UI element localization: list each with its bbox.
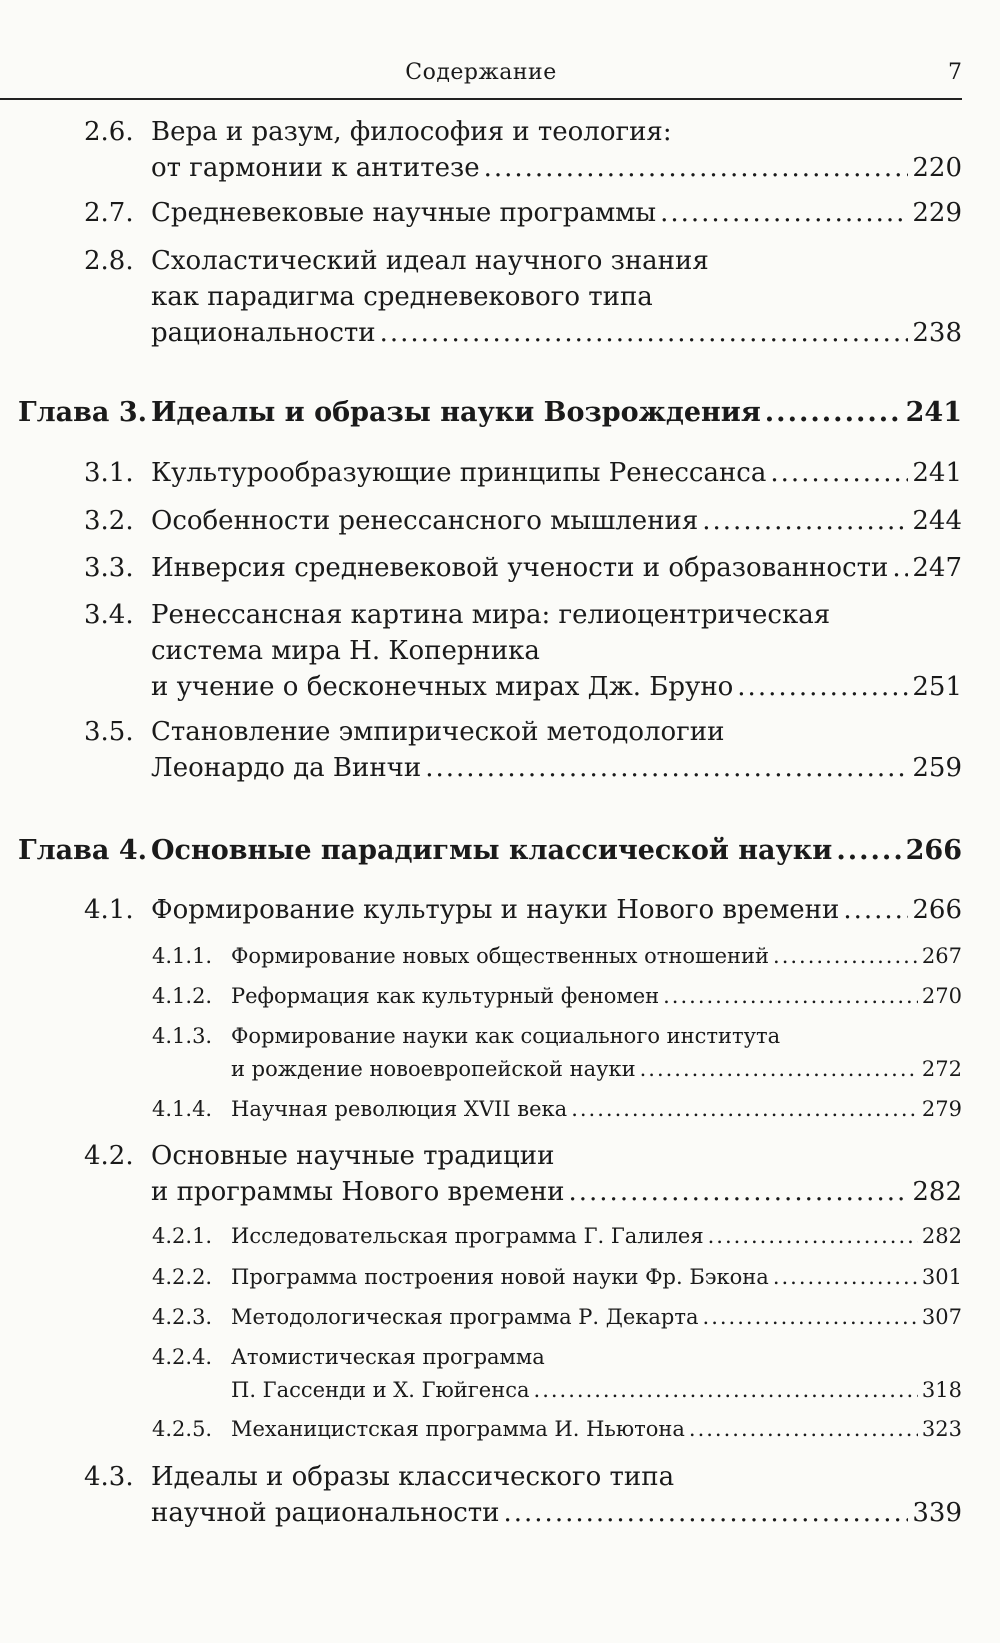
toc-page: 244 [912,506,962,536]
dot-leader [703,1301,918,1334]
toc-title-line: научной рациональности [151,1498,500,1528]
chapter-title: Идеалы и образы науки Возрождения [151,397,761,428]
toc-page: 259 [912,753,962,783]
toc-title-line: Формирование науки как социального института [231,1024,781,1048]
toc-title-line: Атомистическая программа [231,1345,545,1369]
toc-page: 279 [921,1097,962,1121]
toc-title-line: Становление эмпирической методологии [151,717,725,747]
toc-number: 3.2. [84,506,134,536]
dot-leader [689,1413,918,1446]
toc-number: 3.4. [84,600,134,630]
dot-leader [534,1374,918,1407]
toc-title-line: Формирование новых общественных отношений [231,944,770,968]
toc-page: 282 [921,1224,962,1248]
toc-page: 241 [912,458,962,488]
toc-title-line: Методологическая программа Р. Декарта [231,1305,699,1329]
toc-title-line: и программы Нового времени [151,1177,565,1207]
chapter-number: Глава 4. [18,835,148,866]
toc-number: 3.3. [84,553,134,583]
toc-title-line: Программа построения новой науки Фр. Бэкона [231,1265,769,1289]
chapter-number: Глава 3. [18,397,148,428]
dot-leader [380,315,909,351]
toc-number: 4.2. [84,1141,134,1171]
toc-title-line: Вера и разум, философия и теология: [151,117,672,147]
toc-title-line: Реформация как культурный феномен [231,984,660,1008]
toc-title-line: Научная революция XVII века [231,1097,568,1121]
toc-title-line: Механицистская программа И. Ньютона [231,1417,685,1441]
dot-leader [484,150,909,186]
toc-page: 241 [905,397,962,428]
toc-page: 307 [921,1305,962,1329]
toc-page: 266 [905,835,962,866]
toc-page: 251 [912,672,962,702]
toc-title-line: система мира Н. Коперника [151,636,540,666]
toc-title-line: Особенности ренессансного мышления [151,506,699,536]
toc-title-line: П. Гассенди и Х. Гюйгенса [231,1378,530,1402]
toc-title-line: Идеалы и образы классического типа [151,1462,675,1492]
toc-title-line: Основные научные традиции [151,1141,555,1171]
header-title: Содержание [405,60,557,85]
toc-page: 267 [921,944,962,968]
toc-number: 4.1.3. [152,1024,213,1048]
toc-title-line: рациональности [151,318,376,348]
toc-page: 238 [912,318,962,348]
toc-number: 3.5. [84,717,134,747]
dot-leader [571,1093,918,1126]
toc-title-line: и учение о бесконечных мирах Дж. Бруно [151,672,734,702]
toc-number: 4.2.5. [152,1417,213,1441]
toc-number: 4.1. [84,895,134,925]
dot-leader [569,1174,909,1210]
toc-page: 318 [921,1378,962,1402]
toc-page: 282 [912,1177,962,1207]
toc-title-line: от гармонии к антитезе [151,153,480,183]
toc-page: 266 [912,895,962,925]
dot-leader [640,1053,918,1086]
toc-title-line: Леонардо да Винчи [151,753,422,783]
toc-page: 229 [912,198,962,228]
running-header [0,60,962,100]
toc-page: 247 [912,553,962,583]
toc-page: 272 [921,1057,962,1081]
toc-number: 4.1.2. [152,984,213,1008]
toc-number: 2.8. [84,246,134,276]
toc-page: 220 [912,153,962,183]
dot-leader [773,940,918,973]
toc-number: 4.2.2. [152,1265,213,1289]
toc-number: 4.2.1. [152,1224,213,1248]
toc-page: 323 [921,1417,962,1441]
dot-leader [773,1261,918,1294]
toc-title-line: Исследовательская программа Г. Галилея [231,1224,704,1248]
page-number: 7 [948,60,962,85]
dot-leader [765,394,902,432]
toc-number: 2.6. [84,117,134,147]
toc-page: 270 [921,984,962,1008]
dot-leader [660,195,908,231]
dot-leader [702,503,908,539]
dot-leader [504,1495,909,1531]
dot-leader [770,455,908,491]
toc-number: 4.2.4. [152,1345,213,1369]
toc-title-line: Ренессансная картина мира: гелиоцентрическая [151,600,831,630]
dot-leader [425,750,908,786]
chapter-title: Основные парадигмы классической науки [151,835,833,866]
toc-number: 4.2.3. [152,1305,213,1329]
toc-page: 301 [921,1265,962,1289]
toc-title-line: Схоластический идеал научного знания [151,246,709,276]
toc-title-line: и рождение новоевропейской науки [231,1057,636,1081]
dot-leader [663,980,918,1013]
toc-number: 2.7. [84,198,134,228]
toc-page: 339 [912,1498,962,1528]
toc-title-line: Культурообразующие принципы Ренессанса [151,458,767,488]
toc-number: 3.1. [84,458,134,488]
toc-title-line: Инверсия средневековой учености и образованности [151,553,889,583]
dot-leader [708,1220,918,1253]
toc-number: 4.1.1. [152,944,213,968]
toc-number: 4.3. [84,1462,134,1492]
toc-title-line: Средневековые научные программы [151,198,657,228]
dot-leader [843,892,908,928]
dot-leader [836,832,901,870]
dot-leader [892,550,908,586]
toc-number: 4.1.4. [152,1097,213,1121]
toc-title-line: как парадигма средневекового типа [151,282,653,312]
dot-leader [737,669,908,705]
toc-title-line: Формирование культуры и науки Нового времени [151,895,840,925]
